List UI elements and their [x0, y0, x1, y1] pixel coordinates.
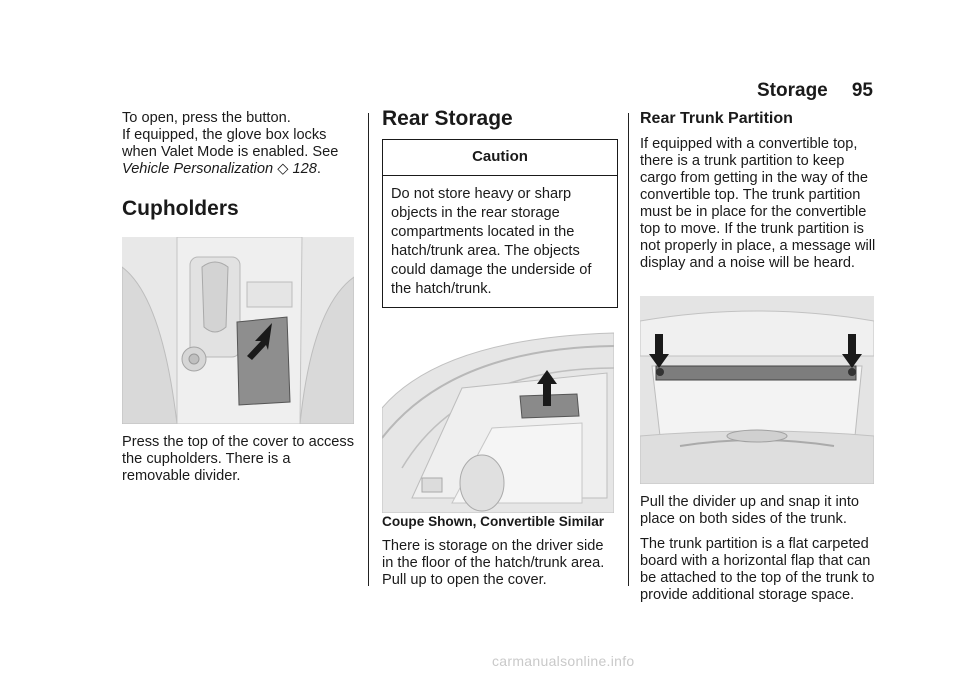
page-header — [757, 80, 873, 102]
intro-line-1: To open, press the button. — [122, 110, 291, 126]
column-2 — [382, 107, 618, 597]
column-3 — [640, 110, 876, 612]
caution-box — [382, 139, 618, 308]
trunk-partition-text-3: The trunk partition is a flat carpeted board with a horizontal flap that can be attached to the top of the trunk to provide additional storage space. — [640, 536, 875, 603]
column-divider-1 — [368, 113, 369, 586]
xref-page[interactable]: 128 — [292, 161, 317, 177]
column-divider-2 — [628, 113, 629, 586]
cupholders-text: Press the top of the cover to access the cupholders. There is a removable divider. — [122, 434, 354, 484]
cupholder-illustration — [122, 237, 354, 424]
trunk-partition-heading: Rear Trunk Partition — [640, 110, 793, 127]
page-number: 95 — [851, 80, 873, 101]
cupholders-heading: Cupholders — [122, 197, 239, 220]
rear-storage-illustration — [382, 328, 614, 513]
intro-line-2: If equipped, the glove box locks when Valet Mode is enabled. See Vehicle Personalization ◇ 128. — [122, 127, 339, 177]
caution-text: Do not store heavy or sharp objects in the rear storage compartments located in the hatch/trunk area. The objects could damage the underside of the hatch/trunk. — [391, 186, 592, 297]
caution-title: Caution — [383, 140, 617, 176]
trunk-partition-illustration — [640, 296, 874, 484]
xref-link[interactable]: Vehicle Personalization — [122, 161, 274, 177]
figure-caption: Coupe Shown, Convertible Similar — [382, 514, 605, 529]
trunk-partition-text-1: If equipped with a convertible top, there is a trunk partition to keep cargo from getting in the way of the convertible top. The trunk partition must be in place for the convertible top to move. If the trunk partition is not properly in place, a message will display and a noise will be heard. — [640, 136, 876, 271]
rear-storage-text: There is storage on the driver side in the floor of the hatch/trunk area. Pull up to open the cover. — [382, 538, 605, 588]
column-1 — [122, 110, 358, 493]
section-title: Storage — [757, 80, 828, 101]
watermark: carmanualsonline.info — [492, 653, 635, 669]
rear-storage-heading: Rear Storage — [382, 107, 513, 130]
trunk-partition-text-2: Pull the divider up and snap it into place on both sides of the trunk. — [640, 494, 860, 527]
xref-page-icon: ◇ — [277, 161, 289, 177]
